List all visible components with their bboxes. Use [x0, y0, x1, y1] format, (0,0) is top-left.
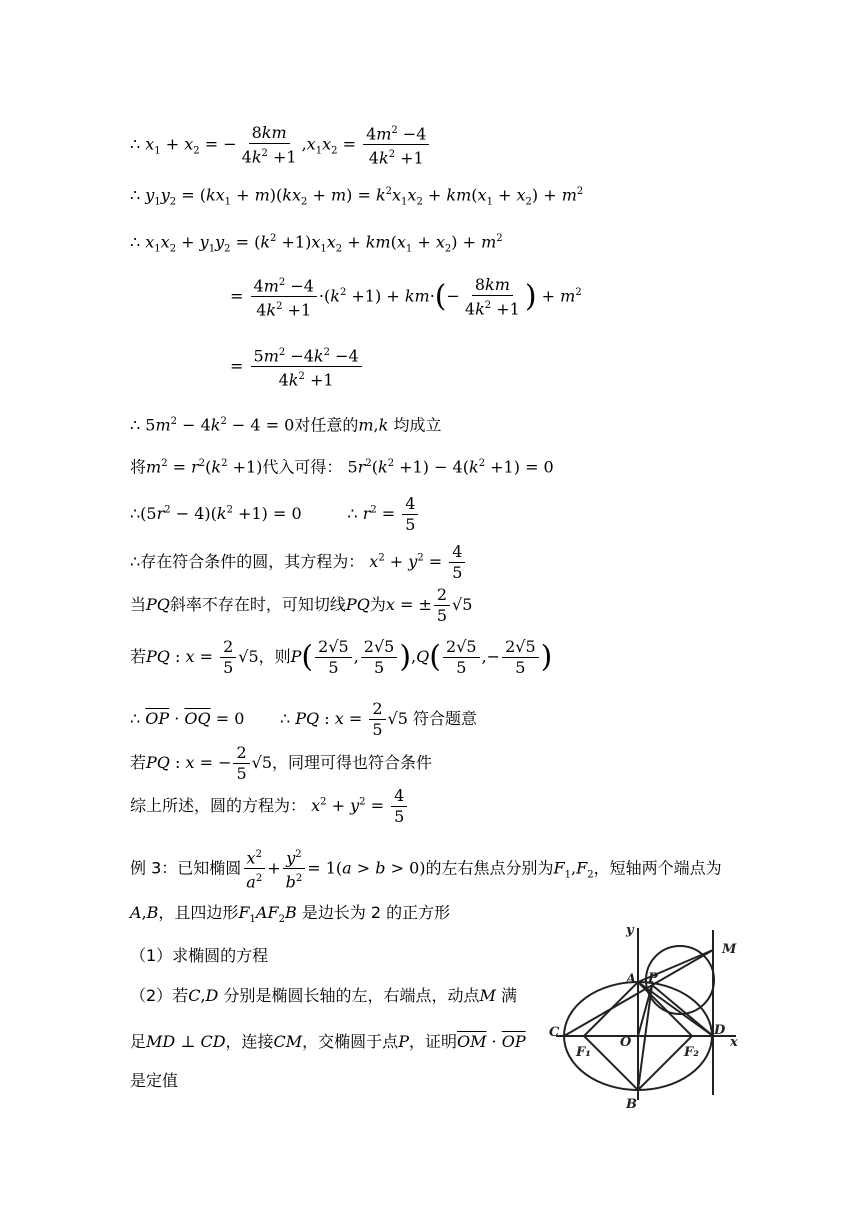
math-line-7: 将$m^2 = r^2(k^2 +1)$代入可得： $5r^2(k^2 +1) - 4(k^2 +1) = 0$	[130, 457, 554, 477]
question-2-cont: 足MD ⊥ CD，连接CM，交椭圆于点P，证明$\overline{OM} \cdot \overline{OP}$	[130, 1032, 526, 1051]
text-q2-prove: ，证明	[408, 1032, 457, 1051]
math-line-9: ∴存在符合条件的圆，其方程为： $x^2 + y^2$ = $\frac{4}{5}$	[130, 543, 467, 582]
math-line-1: ∴ $x_1 + x_2$ = − $\frac{8km}{4k^2 +1}$ $,x_1x_2$ = $\frac{4m^2 -4}{4k^2 +1}$	[130, 122, 431, 168]
math-line-2: ∴ $y_1y_2 = (kx_1 + m)(kx_2 + m) = k^2x_1x_2 + km(x_1 + x_2) + m^2$	[130, 185, 584, 208]
math-line-3: ∴ $x_1x_2 + y_1y_2 = (k^2 +1)x_1x_2 + km(x_1 + x_2) + m^2$	[130, 232, 503, 255]
label-p: P	[648, 971, 658, 986]
math-line-4: = $\frac{4m^2 -4}{4k^2 +1}$ $\cdot(k^2 +1) + km\cdot(-$ $\frac{8km}{4k^2 +1}$ ) + $m^2$	[230, 274, 582, 320]
text-if-2: 若	[130, 753, 147, 772]
text-q2-foot: 足	[130, 1032, 147, 1051]
label-y: y	[626, 923, 634, 938]
text-substitute-get: 代入可得：	[262, 457, 343, 477]
line-pb	[638, 985, 652, 1090]
label-b: B	[626, 1097, 637, 1112]
text-example-3: 例 3：已知椭圆	[130, 858, 242, 878]
question-2: （2）若C,D 分别是椭圆长轴的左，右端点，动点M 满	[130, 986, 517, 1005]
text-q2-satisfy: 满	[500, 986, 517, 1005]
math-line-16: A,B，且四边形$F_1AF_2B$ 是边长为 2 的正方形	[130, 903, 451, 926]
text-substitute: 将	[130, 457, 147, 477]
text-square: 是边长为 2 的正方形	[301, 903, 451, 922]
text-q2-intersect: ，交椭圆于点	[302, 1032, 399, 1051]
text-similarly: ，同理可得也符合条件	[272, 753, 433, 772]
math-line-10: 当PQ斜率不存在时，可知切线PQ为x = ± $\frac{2}{5}$ √5	[130, 585, 473, 625]
text-q2-if: （2）若	[130, 986, 189, 1005]
text-is: 为	[369, 595, 386, 614]
math-line-15: 例 3：已知椭圆 $\frac{x^2}{a^2}$ + $\frac{y^2}{b^2}$ = 1(a > b > 0)的左右焦点分别为$F_1,F_2$，短轴两个端点为	[130, 846, 722, 892]
math-line-6: ∴ $5m^2 - 4k^2 - 4 = 0$对任意的m,k 均成立	[130, 415, 442, 435]
text-quadrilateral: ，且四边形	[158, 903, 239, 922]
question-1: （1）求椭圆的方程	[130, 946, 269, 965]
label-d: D	[714, 1023, 726, 1038]
text-for-any: 对任意的	[294, 415, 359, 435]
label-o: O	[620, 1035, 632, 1050]
math-line-8: $\therefore(5r^2 - 4)(k^2 +1) = 0$ ∴ $r^2$ = $\frac{4}{5}$	[130, 495, 420, 534]
text-circle-exists: 存在符合条件的圆，其方程为：	[140, 552, 365, 571]
text-meets: 符合题意	[413, 709, 478, 728]
text-when: 当	[130, 595, 147, 614]
math-line-11: 若PQ : x = $\frac{2}{5}$ √5，则P( $\frac{2√5}{5}$ , $\frac{2√5}{5}$ ),Q( $\frac{2√5}{5}$ ,− $\frac{2√5}{5}$ )	[130, 637, 553, 677]
math-line-13: 若PQ : x = − $\frac{2}{5}$ √5，同理可得也符合条件	[130, 743, 433, 783]
label-f2: F₂	[684, 1045, 699, 1060]
text-if: 若	[130, 647, 147, 666]
text-endpoints: ，短轴两个端点为	[593, 858, 722, 878]
text-slope: 斜率不存在时，可知切线	[169, 595, 346, 614]
math-line-5: = $\frac{5m^2 -4k^2 -4}{4k^2 +1}$	[230, 344, 364, 390]
label-x: x	[730, 1035, 738, 1050]
text-holds: 均成立	[393, 415, 442, 435]
label-f1: F₁	[576, 1045, 591, 1060]
text-summary: 综上所述，圆的方程为：	[130, 796, 307, 815]
ellipse-figure	[546, 920, 746, 1115]
text-then: ，则	[258, 647, 291, 666]
text-foci: 的左右焦点分别为	[425, 858, 554, 878]
label-c: C	[549, 1025, 560, 1040]
math-line-12: ∴ $\overline{OP} \cdot \overline{OQ} = 0$ ∴ PQ : x = $\frac{2}{5}$ √5 符合题意	[130, 699, 478, 739]
math-line-14: 综上所述，圆的方程为： $x^2 + y^2$ = $\frac{4}{5}$	[130, 787, 409, 826]
label-m: M	[722, 942, 737, 957]
question-2-end: 是定值	[130, 1071, 179, 1090]
text-q2-connect: ，连接	[225, 1032, 274, 1051]
text-q2-endpoints: 分别是椭圆长轴的左，右端点，动点	[223, 986, 480, 1005]
label-a: A	[626, 972, 637, 987]
